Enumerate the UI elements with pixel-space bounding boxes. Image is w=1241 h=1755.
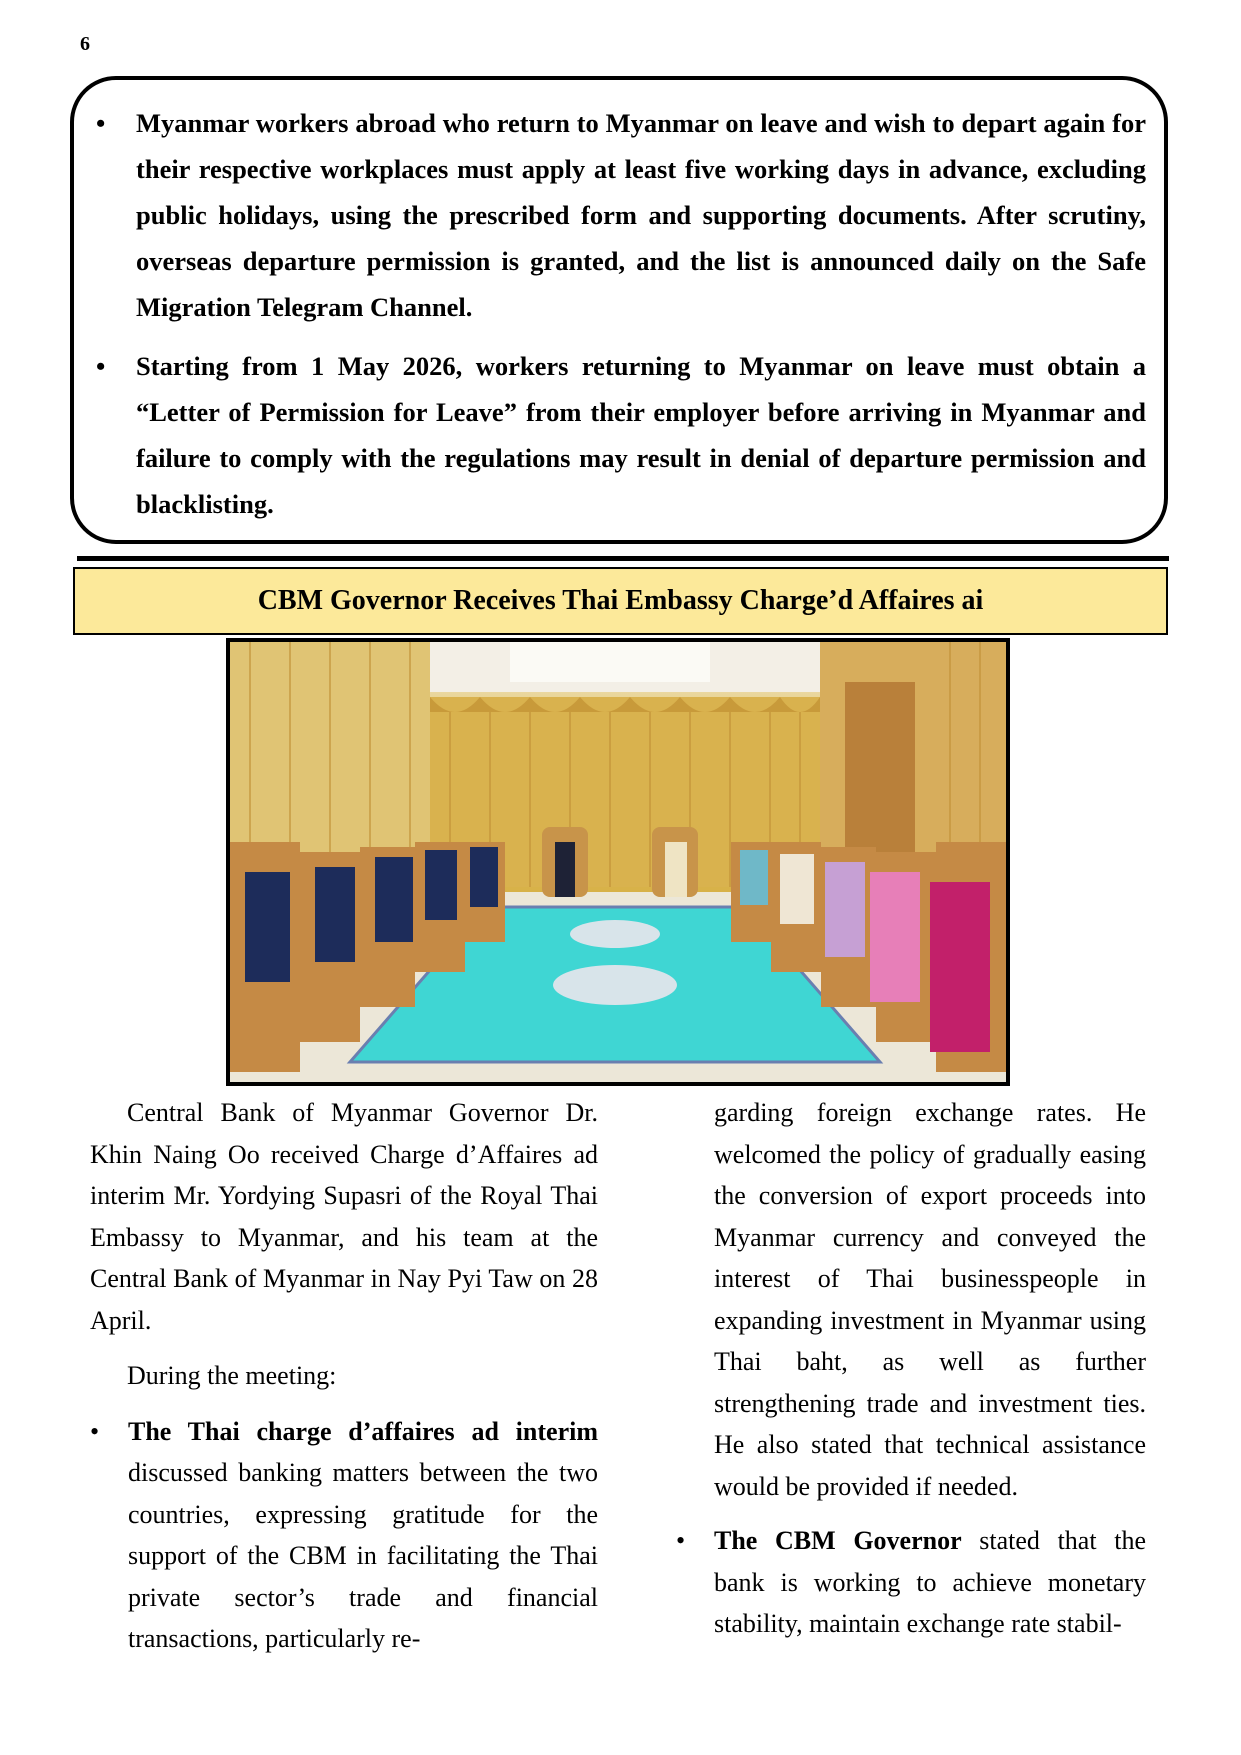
notice-box <box>70 76 1168 544</box>
notice-text: Myanmar workers abroad who return to Myanmar on leave and wish to depart again for their respective workplaces must apply at least five working days in advance, excluding public holidays, using the prescribed form and supporting documents. After scrutiny, overseas departure permission is granted, and the list is announced daily on the Safe Migration Telegram Channel. <box>136 108 1146 322</box>
meeting-room-photo-illustration <box>230 642 1006 1082</box>
article-column-right <box>676 1092 1146 1645</box>
notice-item <box>96 343 1146 527</box>
article-intro: Central Bank of Myanmar Governor Dr. Khin Naing Oo received Charge d’Affaires ad interim Mr. Yordying Supasri of the Royal Thai Embassy to Myanmar, and his team at the Central Bank of Myanmar in Nay Pyi Taw on 28 April. <box>90 1098 598 1335</box>
section-divider <box>77 556 1169 561</box>
article-title: CBM Governor Receives Thai Embassy Charge’d Affaires ai <box>257 585 984 616</box>
notice-text: Starting from 1 May 2026, workers returning to Myanmar on leave must obtain a “Letter of Permission for Leave” from their employer before arriving in Myanmar and failure to comply with the regulations may result in denial of departure permission and blacklisting. <box>136 351 1146 519</box>
bullet-icon: • <box>96 108 106 138</box>
point-subject: The CBM Governor <box>714 1526 962 1555</box>
meeting-point <box>90 1411 598 1660</box>
meeting-point <box>676 1520 1146 1645</box>
notice-item <box>96 100 1146 330</box>
meeting-point-continued <box>676 1092 1146 1507</box>
meeting-points-list <box>90 1411 598 1660</box>
bullet-icon: • <box>90 1416 100 1446</box>
meeting-points-list-continued <box>676 1092 1146 1645</box>
article-column-left <box>90 1092 598 1660</box>
point-subject: The Thai charge d’affaires ad interim <box>128 1416 598 1446</box>
point-text: discussed banking matters between the two countries, expressing gratitude for the support of the CBM in facilitating the Thai private sector’s trade and financial transactions, particularly re- <box>128 1458 598 1653</box>
article-photo <box>226 638 1010 1086</box>
article-title-box <box>73 567 1168 635</box>
page-number: 6 <box>80 33 90 55</box>
meeting-lead: During the meeting: <box>127 1361 337 1390</box>
point-text: garding foreign exchange rates. He welcomed the policy of gradually easing the conversion of export proceeds into Myanmar currency and conveyed the interest of Thai businesspeople in expanding investment in Myanmar using Thai baht, as well as further strengthening trade and investment ties. He also stated that technical assistance would be provided if needed. <box>714 1098 1146 1501</box>
point-text: stated that the bank is working to achieve monetary stability, maintain exchange rate stabil- <box>714 1526 1146 1638</box>
bullet-icon: • <box>96 351 106 381</box>
bullet-icon: • <box>676 1526 686 1555</box>
notice-list <box>96 100 1146 540</box>
